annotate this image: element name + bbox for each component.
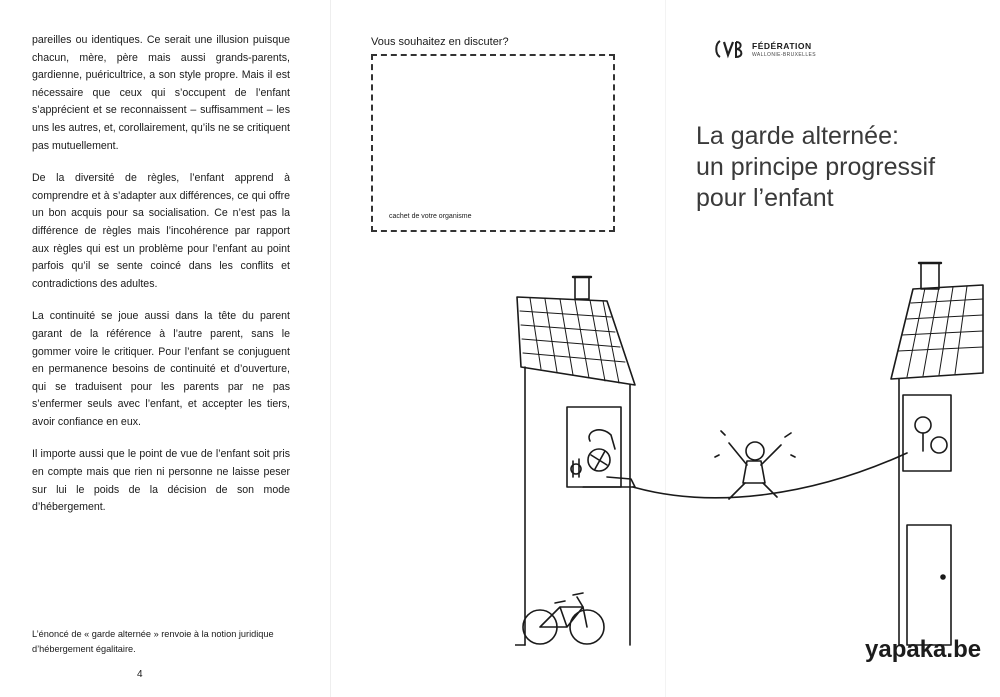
title-line-2: un principe progressif <box>696 152 936 181</box>
logo-line-1: FÉDÉRATION <box>752 40 812 51</box>
dog <box>589 430 615 449</box>
title-line-3: pour l’enfant <box>696 183 834 212</box>
teddy-bear <box>931 437 947 453</box>
paragraph-1: pareilles ou identiques. Ce serait une illusion puisque chacun, mère, père mais aussi grands-parents, gardienne, puéricultrice, a son style propre. Mais il est nécessaire que ceux qui s’occupent de l’enfant s’apprécient et se reconnaissent – suffisamment – les uns les autres, et, corollairement, qu’ils ne se critiquent pas mutuellement. <box>32 34 290 152</box>
bicycle <box>523 593 604 644</box>
right-chimney <box>921 263 939 289</box>
discuss-label: Vous souhaitez en discuter? <box>371 36 509 48</box>
federation-logo <box>712 38 816 60</box>
two-houses-tightrope-child-illustration <box>515 255 985 650</box>
federation-logo-icon <box>712 38 748 60</box>
paragraph-2: De la diversité de règles, l’enfant apprend à comprendre et à s’adapter aux différences, ce qui offre un bon acquis pour sa socialisation. Ce n’est pas la différence de règles mais l’incohérence par rapport aux règles qui est un problème pour l’enfant au point parfois qu’il se sente coincé dans les conflits et contradictions des adultes. <box>32 172 290 290</box>
left-page <box>0 0 330 697</box>
child-figure <box>715 431 795 499</box>
stamp-box <box>371 54 615 232</box>
page-title <box>696 121 935 214</box>
right-window <box>903 395 951 471</box>
door <box>907 525 951 645</box>
paragraph-3: La continuité se joue aussi dans la tête du parent garant de la référence à l’autre parent, sans le gommer voire le critiquer. Pour l’enfant se conjuguent en permanence besoins de continuité et d’ouverture, qui se traduisent pour les parents par ne pas s’enfermer seuls avec l’enfant, et accepter les tiers, avoir confiance en eux. <box>32 310 290 428</box>
title-line-1: La garde alternée: <box>696 121 899 150</box>
stamp-caption: cachet de votre organisme <box>389 213 472 220</box>
logo-line-2: WALLONIE-BRUXELLES <box>752 51 816 58</box>
window-sill <box>583 477 635 487</box>
brand-text: yapaka.be <box>865 636 982 663</box>
tennis-racket <box>915 417 931 433</box>
footnote: L’énoncé de « garde alternée » renvoie à la notion juridique d’hébergement égalitaire. <box>32 629 274 654</box>
body-text <box>32 32 290 532</box>
paragraph-4: Il importe aussi que le point de vue de l’enfant soit pris en compte mais que rien ni personne ne laisse peser sur lui le poids de la décision de son mode d’hébergement. <box>32 448 290 514</box>
left-chimney <box>575 277 589 299</box>
left-window <box>567 407 621 487</box>
left-house <box>517 277 635 645</box>
page-number: 4 <box>137 669 143 680</box>
